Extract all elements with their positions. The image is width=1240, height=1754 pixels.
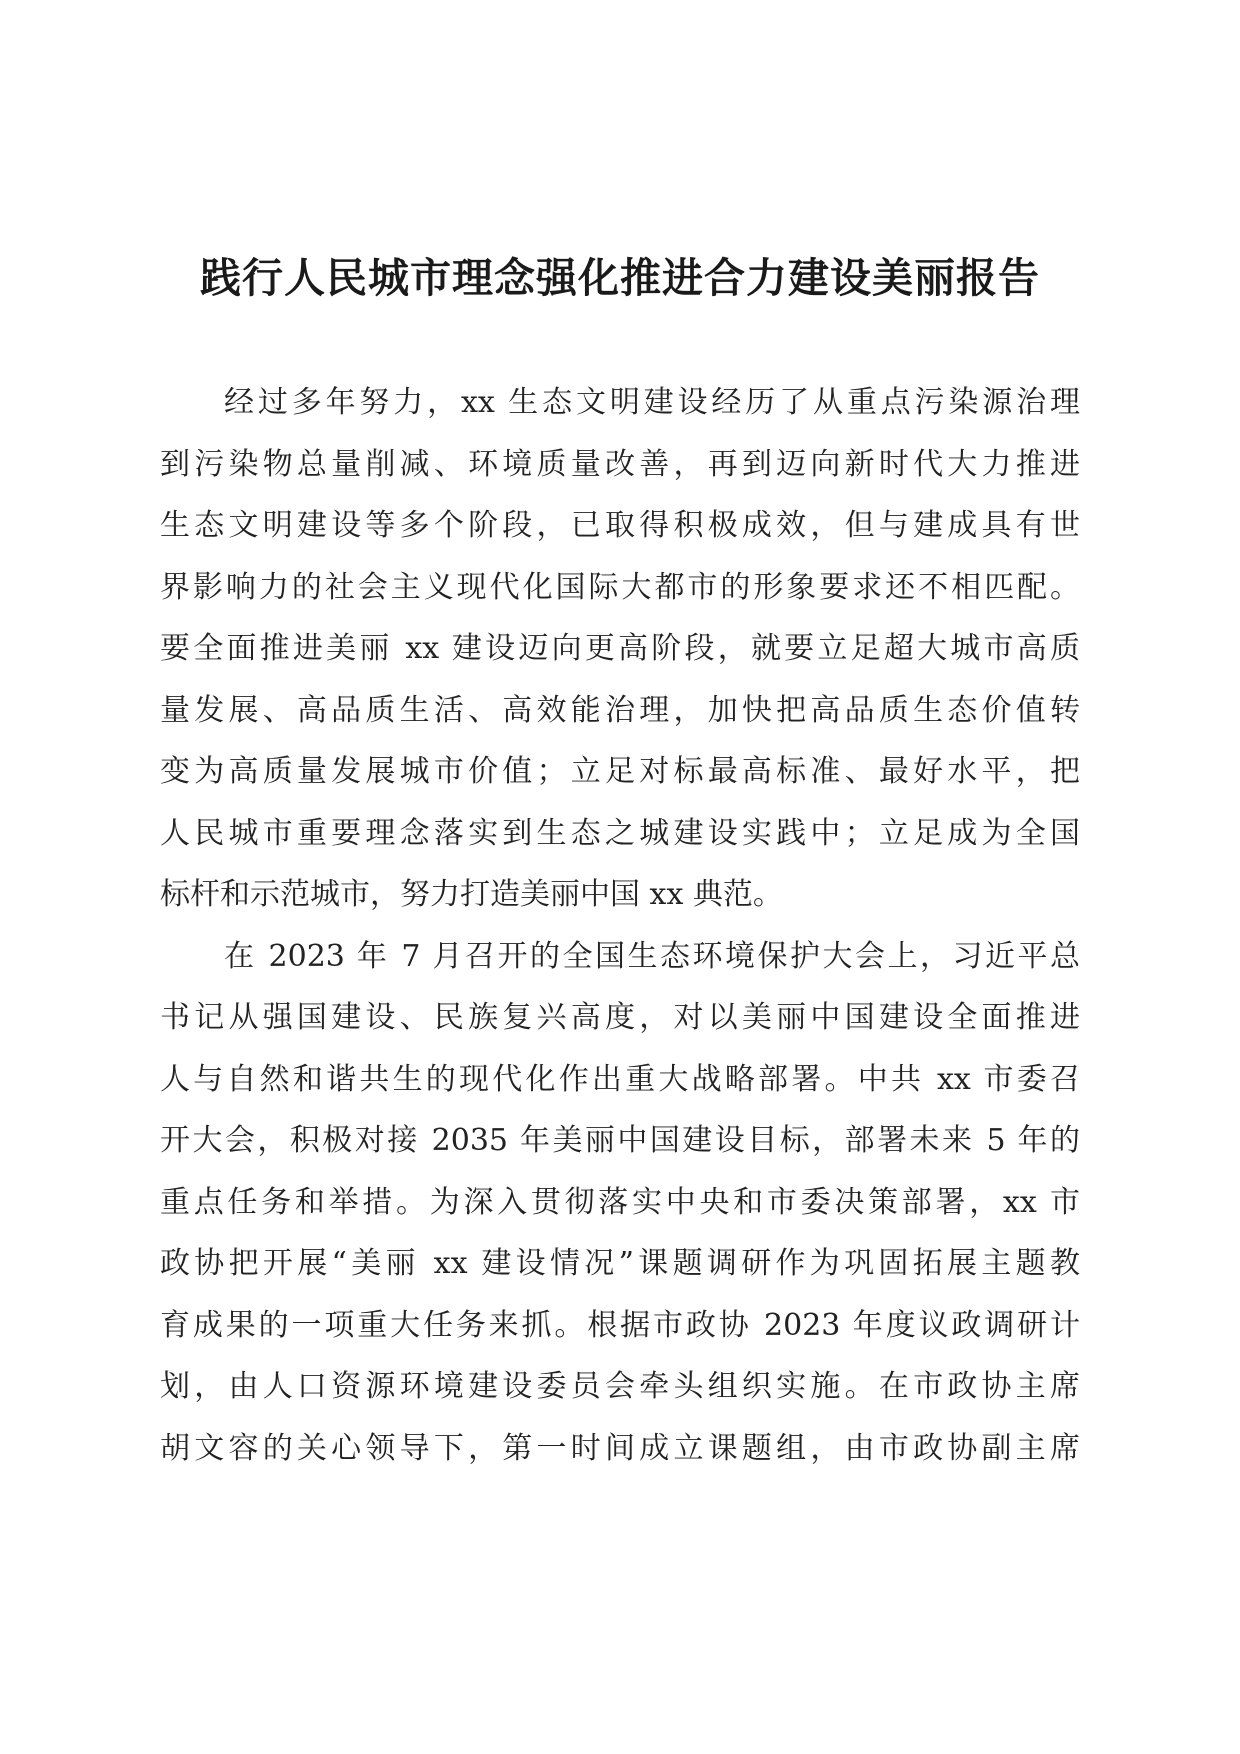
paragraph-1 bbox=[160, 372, 1080, 926]
text-line: 要全面推进美丽 xx 建设迈向更高阶段，就要立足超大城市高质 bbox=[160, 631, 1080, 666]
text-line: 经过多年努力，xx 生态文明建设经历了从重点污染源治理 bbox=[224, 385, 1080, 420]
document-title: 践行人民城市理念强化推进合力建设美丽报告 bbox=[200, 254, 1040, 302]
text-line: 标杆和示范城市，努力打造美丽中国 xx 典范。 bbox=[160, 877, 783, 912]
text-line: 重点任务和举措。为深入贯彻落实中央和市委决策部署，xx 市 bbox=[160, 1184, 1080, 1220]
text-line: 育成果的一项重大任务来抓。根据市政协 2023 年度议政调研计 bbox=[160, 1307, 1080, 1343]
text-line: 书记从强国建设、民族复兴高度，对以美丽中国建设全面推进 bbox=[160, 1000, 1080, 1035]
text-line: 变为高质量发展城市价值；立足对标最高标准、最好水平，把 bbox=[160, 754, 1080, 789]
document-body bbox=[160, 372, 1080, 1479]
text-line: 界影响力的社会主义现代化国际大都市的形象要求还不相匹配。 bbox=[160, 569, 1080, 605]
text-line: 到污染物总量削减、环境质量改善，再到迈向新时代大力推进 bbox=[160, 446, 1080, 482]
text-line: 开大会，积极对接 2035 年美丽中国建设目标，部署未来 5 年的 bbox=[160, 1123, 1080, 1158]
text-line: 量发展、高品质生活、高效能治理，加快把高品质生态价值转 bbox=[160, 692, 1080, 728]
paragraph-2 bbox=[160, 926, 1080, 1480]
text-line: 政协把开展“美丽 xx 建设情况”课题调研作为巩固拓展主题教 bbox=[160, 1246, 1080, 1281]
text-line: 生态文明建设等多个阶段，已取得积极成效，但与建成具有世 bbox=[160, 508, 1080, 543]
text-line: 人与自然和谐共生的现代化作出重大战略部署。中共 xx 市委召 bbox=[160, 1061, 1080, 1097]
text-line: 划，由人口资源环境建设委员会牵头组织实施。在市政协主席 bbox=[160, 1369, 1080, 1404]
text-line: 人民城市重要理念落实到生态之城建设实践中；立足成为全国 bbox=[160, 815, 1080, 851]
text-line: 在 2023 年 7 月召开的全国生态环境保护大会上，习近平总 bbox=[224, 938, 1080, 974]
text-line: 胡文容的关心领导下，第一时间成立课题组，由市政协副主席 bbox=[160, 1430, 1080, 1466]
